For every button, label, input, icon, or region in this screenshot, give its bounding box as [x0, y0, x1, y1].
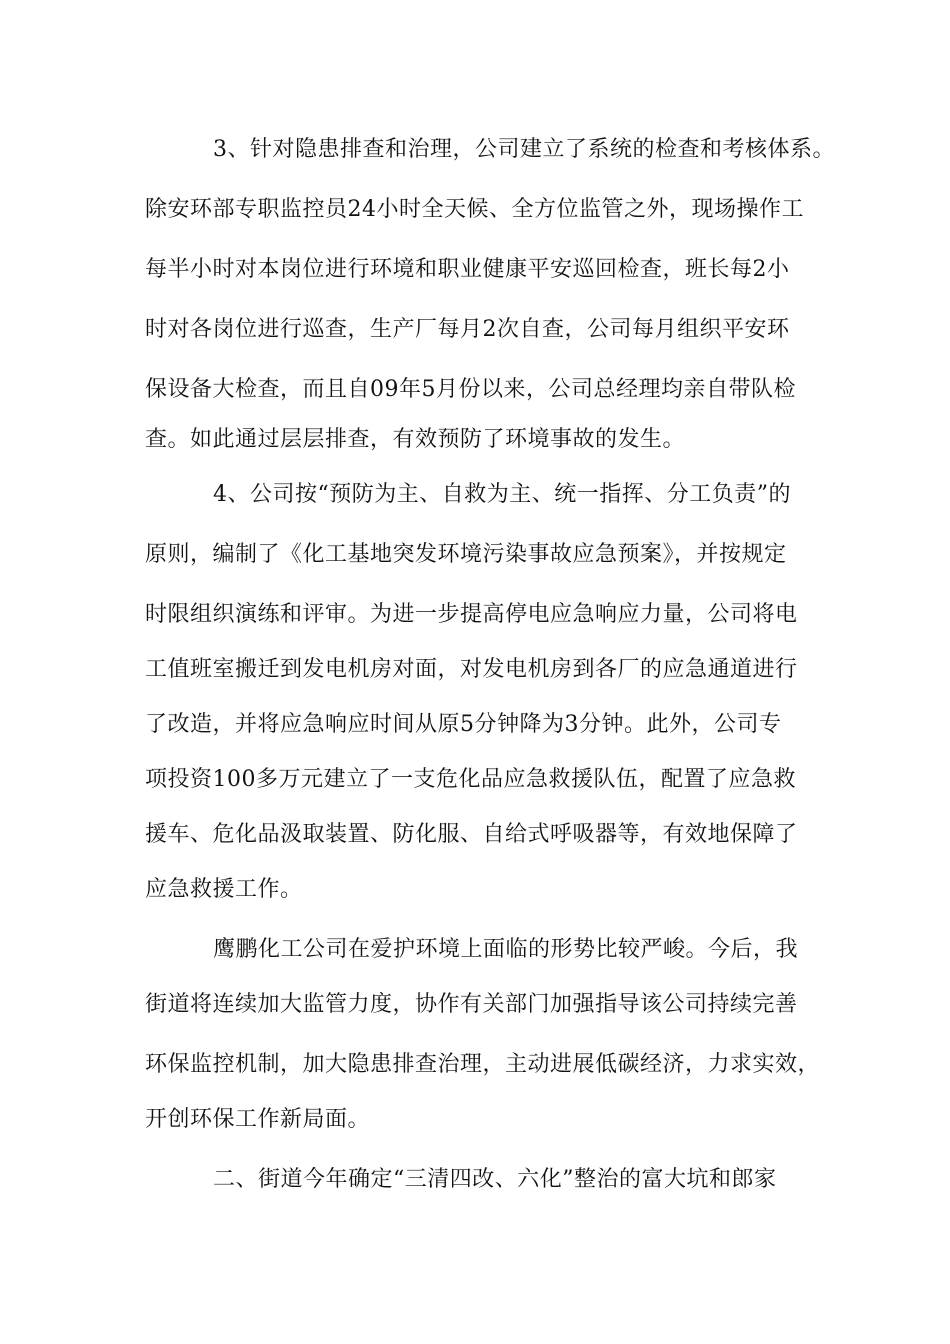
paragraph-3-line-2: 除安环部专职监控员24小时全天候、全方位监管之外，现场操作工 — [145, 197, 804, 222]
paragraph-3-line-6: 查。如此通过层层排查，有效预防了环境事故的发生。 — [145, 427, 686, 452]
paragraph-5-line-2: 街道将连续加大监管力度，协作有关部门加强指导该公司持续完善 — [145, 992, 798, 1017]
paragraph-3-line-1: 3、针对隐患排查和治理，公司建立了系统的检查和考核体系。 — [213, 137, 835, 162]
paragraph-5-line-1: 鹰鹏化工公司在爱护环境上面临的形势比较严峻。今后，我 — [213, 937, 799, 962]
paragraph-3-line-3: 每半小时对本岗位进行环境和职业健康平安巡回检查，班长每2小 — [145, 257, 790, 282]
paragraph-4-line-1: 4、公司按“预防为主、自救为主、统一指挥、分工负责”的 — [213, 482, 791, 507]
paragraph-5-line-4: 开创环保工作新局面。 — [145, 1107, 371, 1132]
paragraph-4-line-3: 时限组织演练和评审。为进一步提高停电应急响应力量，公司将电 — [145, 602, 798, 627]
paragraph-4-line-7: 援车、危化品汲取装置、防化服、自给式呼吸器等，有效地保障了 — [145, 822, 798, 847]
paragraph-3-line-5: 保设备大检查，而且自09年5月份以来，公司总经理均亲自带队检 — [145, 377, 796, 402]
paragraph-4-line-8: 应急救援工作。 — [145, 877, 303, 902]
paragraph-3-line-4: 时对各岗位进行巡查，生产厂每月2次自查，公司每月组织平安环 — [145, 317, 790, 342]
paragraph-5-line-3: 环保监控机制，加大隐患排查治理，主动进展低碳经济，力求实效， — [145, 1052, 821, 1077]
paragraph-4-line-5: 了改造，并将应急响应时间从原5分钟降为3分钟。此外，公司专 — [145, 712, 782, 737]
paragraph-4-line-4: 工值班室搬迁到发电机房对面，对发电机房到各厂的应急通道进行 — [145, 657, 798, 682]
paragraph-4-line-6: 项投资100多万元建立了一支危化品应急救援队伍，配置了应急救 — [145, 767, 796, 792]
section-2-line-1: 二、街道今年确定“三清四改、六化”整治的富大坑和郎家 — [213, 1167, 777, 1192]
paragraph-4-line-2: 原则，编制了《化工基地突发环境污染事故应急预案》，并按规定 — [145, 542, 787, 567]
